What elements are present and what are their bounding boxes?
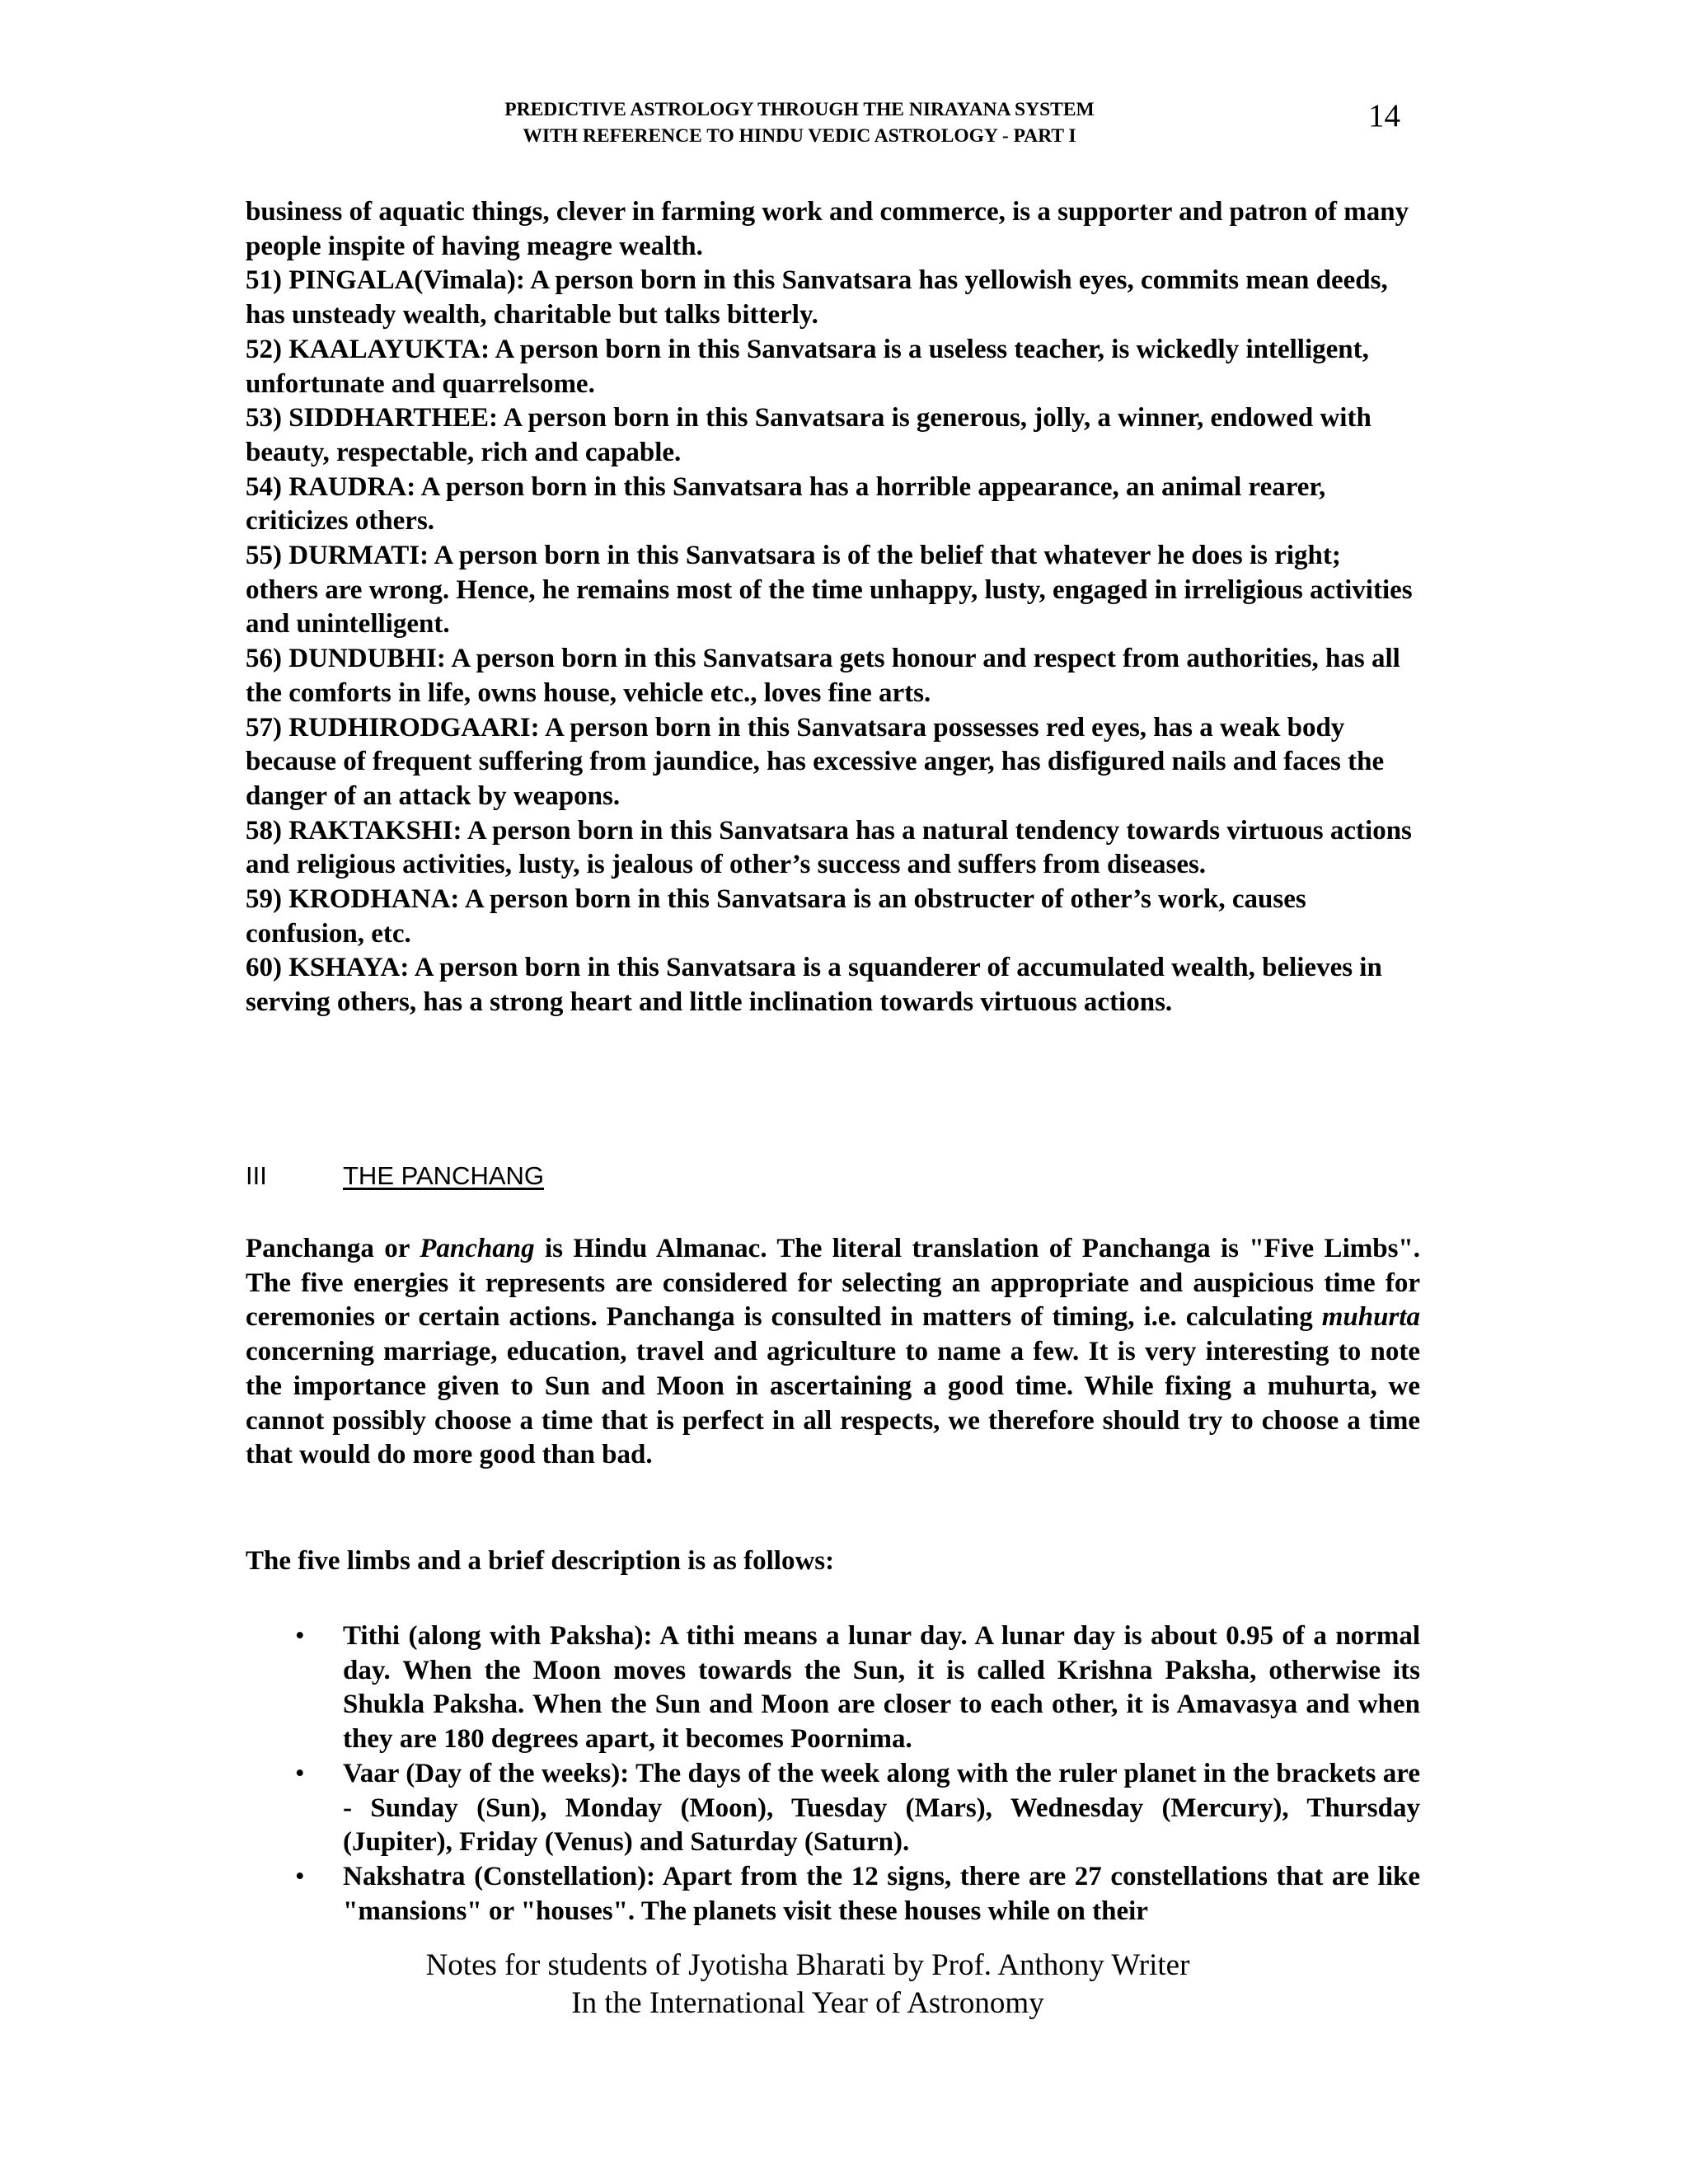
sanvatsara-entry: 56) DUNDUBHI: A person born in this Sanvatsara gets honour and respect from authorities, has all the comforts in life, owns house, vehicle etc., loves fine arts. xyxy=(246,644,1400,708)
panchang-intro-paragraph xyxy=(246,1232,1420,1473)
limbs-lead-sentence: The five limbs and a brief description is as follows: xyxy=(246,1546,835,1576)
page-footer xyxy=(330,1947,1286,2022)
sanvatsara-entry: 59) KRODHANA: A person born in this Sanvatsara is an obstructer of other’s work, causes confusion, etc. xyxy=(246,884,1306,949)
page-number: 14 xyxy=(1368,98,1400,134)
sanvatsara-entry: 60) KSHAYA: A person born in this Sanvatsara is a squanderer of accumulated wealth, believes in serving others, has a strong heart and little inclination towards virtuous actions. xyxy=(246,953,1382,1018)
sanvatsara-list xyxy=(246,195,1420,1020)
list-item xyxy=(246,1860,1420,1929)
intro-text: is Hindu Almanac. The literal translation of Panchanga is "Five Limbs". The five energies it represents are considered for selecting an appropriate and auspicious time for ceremonies or certain actions. Panchanga is consulted in matters of timing, i.e. calculating xyxy=(246,1234,1420,1333)
intro-text: Panchanga or xyxy=(246,1234,420,1263)
limbs-list xyxy=(246,1619,1420,1929)
header-line-2: WITH REFERENCE TO HINDU VEDIC ASTROLOGY - PART I xyxy=(523,125,1076,147)
list-item xyxy=(246,1757,1420,1860)
bullet-icon: • xyxy=(295,1861,305,1891)
sanvatsara-entry: 58) RAKTAKSHI: A person born in this Sanvatsara has a natural tendency towards virtuous actions and religious activities, lusty, is jealous of other’s success and suffers from diseases. xyxy=(246,815,1412,880)
section-title: THE PANCHANG xyxy=(343,1161,545,1190)
footer-line-1: Notes for students of Jyotisha Bharati by Prof. Anthony Writer xyxy=(425,1948,1190,1982)
section-number: III xyxy=(246,1161,267,1190)
sanvatsara-entry: 57) RUDHIRODGAARI: A person born in this Sanvatsara possesses red eyes, has a weak body because of frequent suffering from jaundice, has excessive anger, has disfigured nails and faces the danger of an attack by weapons. xyxy=(246,712,1385,811)
sanvatsara-entry: 52) KAALAYUKTA: A person born in this Sanvatsara is a useless teacher, is wickedly intelligent, unfortunate and quarrelsome. xyxy=(246,334,1369,399)
header-line-1: PREDICTIVE ASTROLOGY THROUGH THE NIRAYANA SYSTEM xyxy=(504,99,1095,120)
intro-text: concerning marriage, education, travel and agriculture to name a few. It is very interesting to note the importance given to Sun and Moon in ascertaining a good time. While fixing a muhurta, we cannot possibly choose a time that is perfect in all respects, we therefore should try to choose a time that would do more good than bad. xyxy=(246,1337,1420,1470)
sanvatsara-entry: 54) RAUDRA: A person born in this Sanvatsara has a horrible appearance, an animal rearer, criticizes others. xyxy=(246,471,1326,537)
sanvatsara-entry: business of aquatic things, clever in farming work and commerce, is a supporter and patron of many people inspite of having meagre wealth. xyxy=(246,197,1409,261)
section-heading xyxy=(246,1160,544,1193)
sanvatsara-entry: 55) DURMATI: A person born in this Sanvatsara is of the belief that whatever he does is right; others are wrong. Hence, he remains most of the time unhappy, lusty, engaged in irreligious activities and unintelligent. xyxy=(246,541,1413,640)
intro-italic-term: Panchang xyxy=(420,1234,535,1263)
list-item-text: Nakshatra (Constellation): Apart from the 12 signs, there are 27 constellations that are like "mansions" or "houses". The planets visit these houses while on their xyxy=(343,1861,1420,1926)
list-item-text: Tithi (along with Paksha): A tithi means a lunar day. A lunar day is about 0.95 of a normal day. When the Moon moves towards the Sun, it is called Krishna Paksha, otherwise its Shukla Paksha. When the Sun and Moon are closer to each other, it is Amavasya and when they are 180 degrees apart, it becomes Poornima. xyxy=(343,1621,1420,1755)
list-item-text: Vaar (Day of the weeks): The days of the week along with the ruler planet in the brackets are - Sunday (Sun), Monday (Moon), Tuesday (Mars), Wednesday (Mercury), Thursday (Jupiter), Friday (Venus) and Saturday (Saturn). xyxy=(343,1758,1420,1858)
bullet-icon: • xyxy=(295,1758,305,1788)
running-header xyxy=(330,96,1269,149)
footer-line-2: In the International Year of Astronomy xyxy=(571,1986,1044,2020)
list-item xyxy=(246,1619,1420,1757)
intro-italic-term: muhurta xyxy=(1321,1302,1420,1333)
sanvatsara-entry: 53) SIDDHARTHEE: A person born in this Sanvatsara is generous, jolly, a winner, endowed with beauty, respectable, rich and capable. xyxy=(246,403,1372,467)
bullet-icon: • xyxy=(295,1621,305,1651)
sanvatsara-entry: 51) PINGALA(Vimala): A person born in this Sanvatsara has yellowish eyes, commits mean deeds, has unsteady wealth, charitable but talks bitterly. xyxy=(246,265,1388,330)
